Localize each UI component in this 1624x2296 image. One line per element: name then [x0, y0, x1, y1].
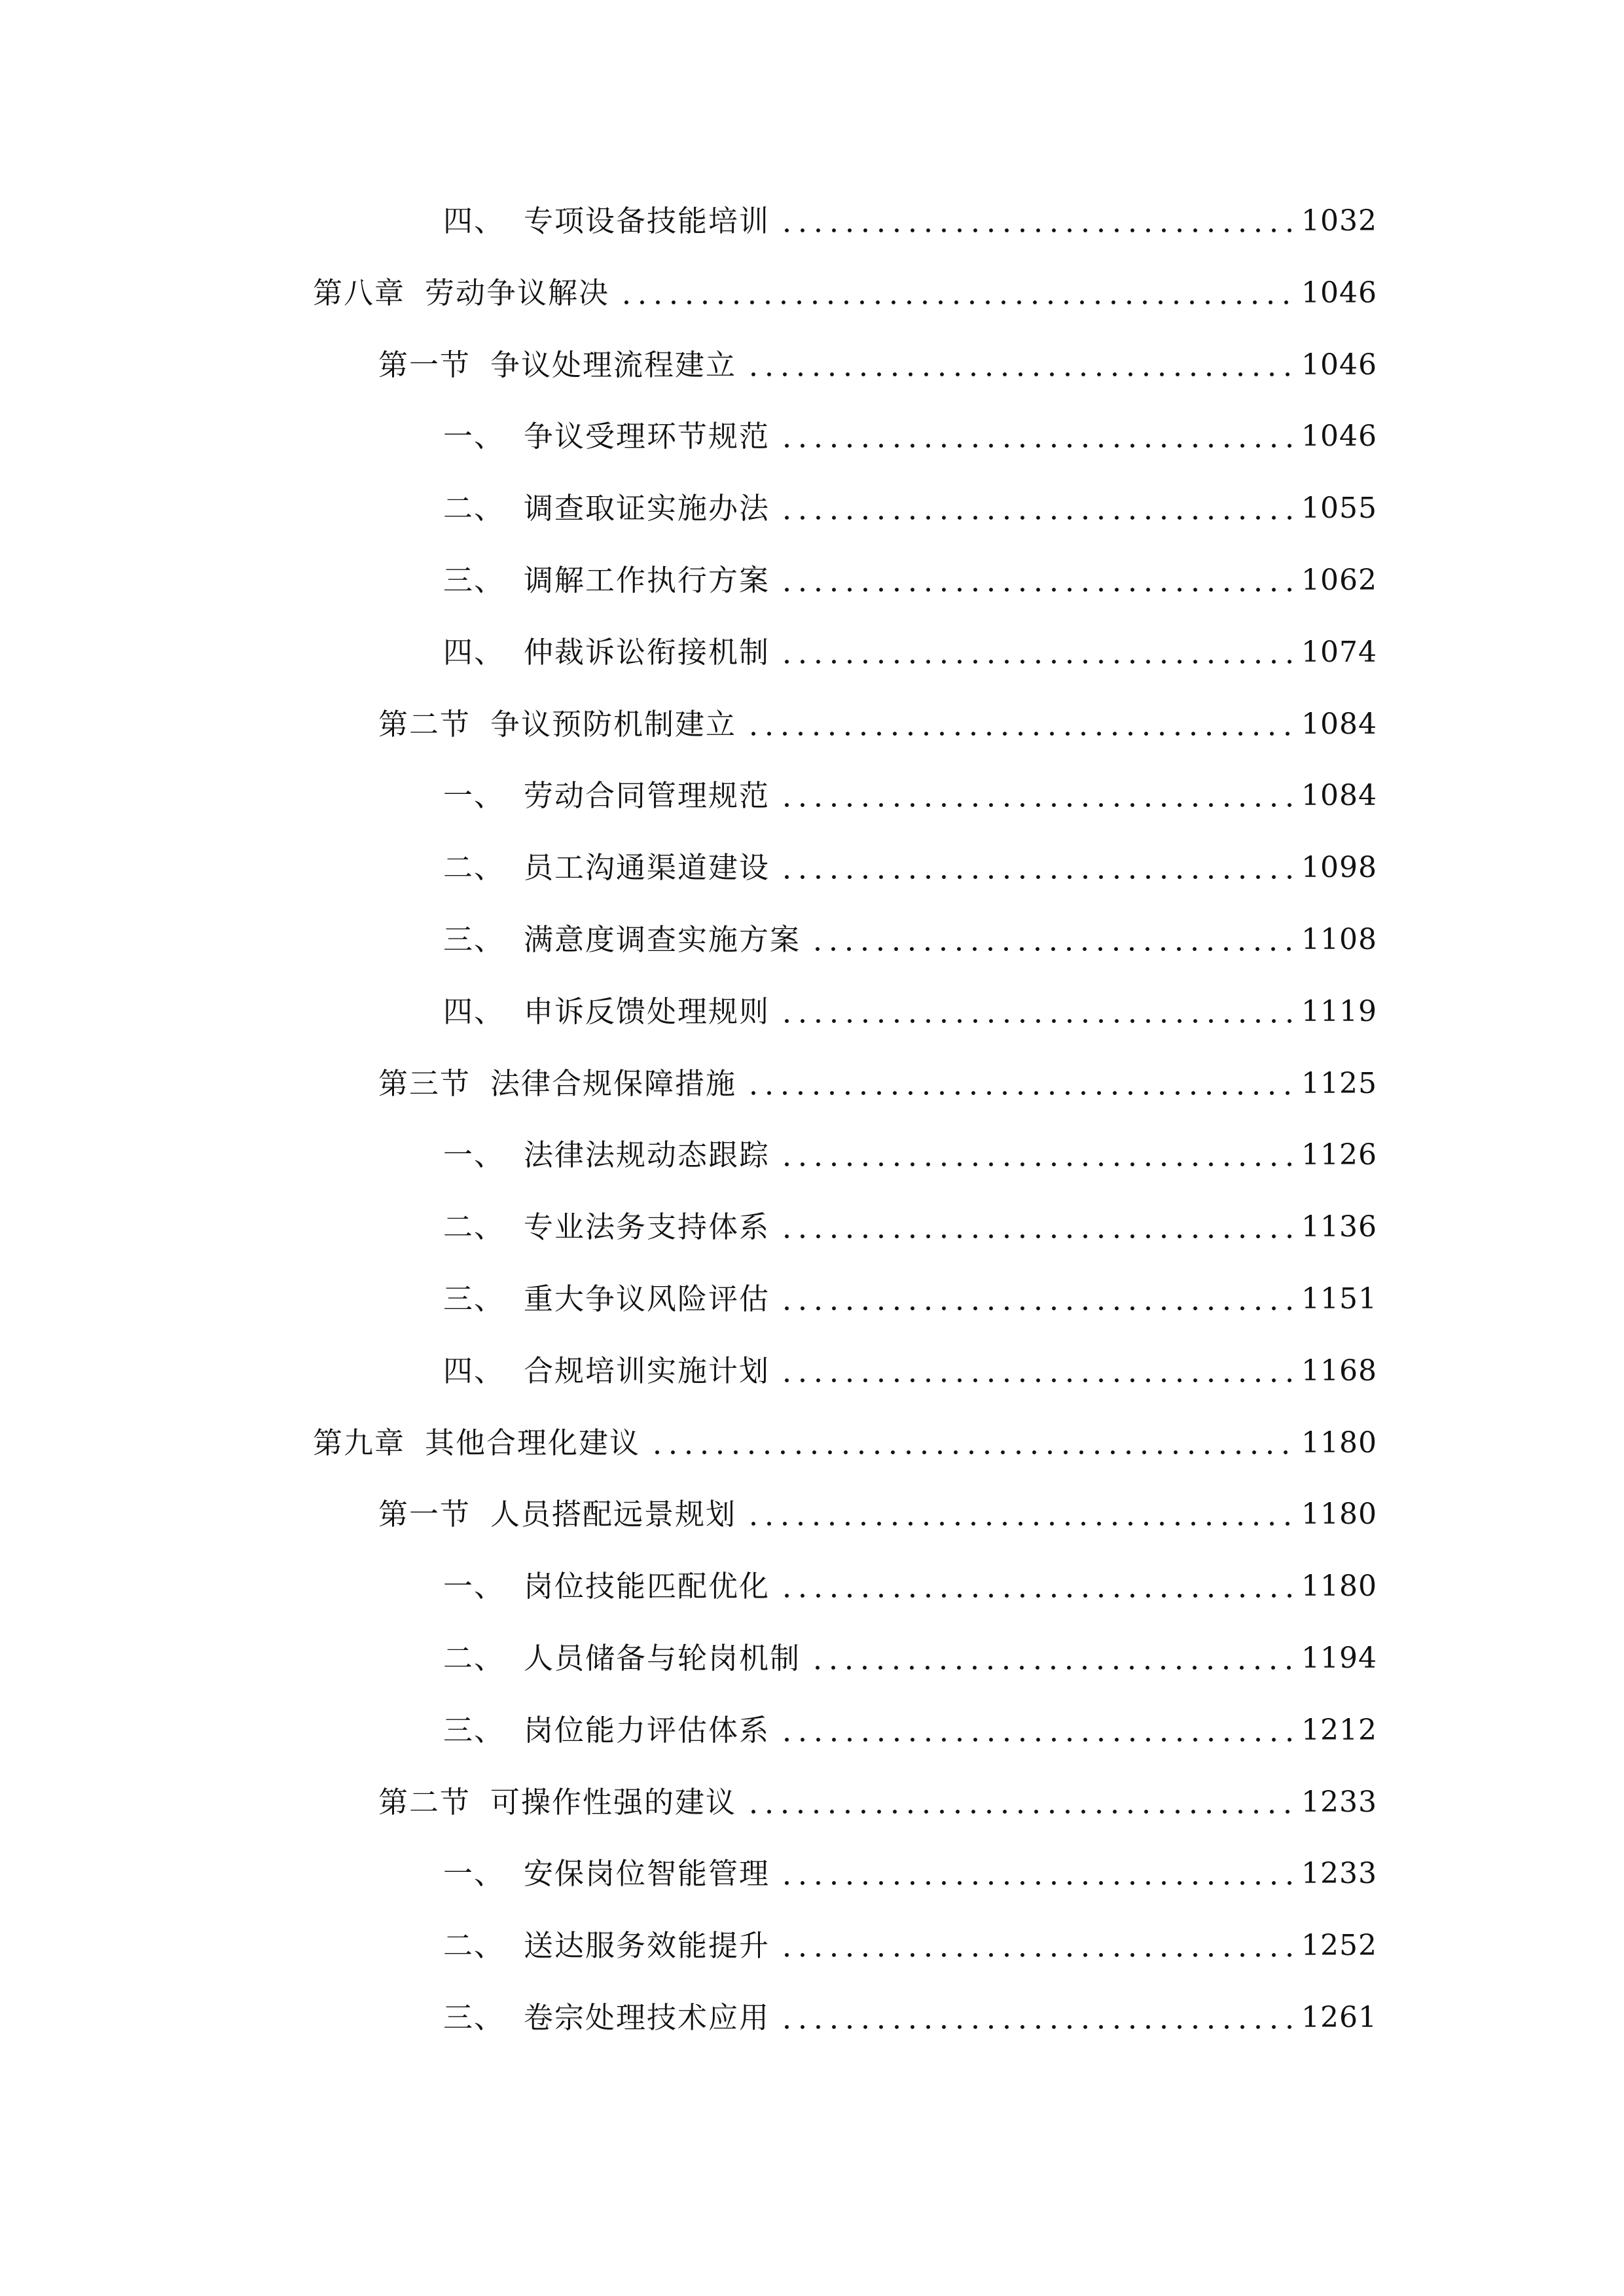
- toc-entry-item[interactable]: [443, 1263, 1377, 1335]
- toc-entry-number: 四、: [443, 1353, 505, 1388]
- toc-entry-title: 其他合理化建议: [425, 1425, 641, 1460]
- dot-leader: [779, 1136, 1295, 1175]
- toc-entry-item[interactable]: [443, 401, 1377, 473]
- toc-entry-page-number: 1126: [1301, 1138, 1377, 1172]
- dot-leader: [746, 1064, 1295, 1103]
- toc-entry-label: [443, 202, 770, 241]
- toc-entry-number: 一、: [443, 1569, 505, 1604]
- toc-entry-label: [378, 1495, 736, 1534]
- toc-entry-label: [378, 1064, 736, 1103]
- toc-entry-item[interactable]: [443, 617, 1377, 689]
- dot-leader: [779, 417, 1295, 456]
- toc-entry-item[interactable]: [443, 1982, 1377, 2054]
- toc-entry-item[interactable]: [443, 1838, 1377, 1910]
- toc-entry-label: [443, 1926, 770, 1965]
- toc-entry-page-number: 1119: [1301, 994, 1377, 1028]
- dot-leader: [746, 705, 1295, 744]
- dot-leader: [649, 1424, 1295, 1463]
- toc-entry-page-number: 1062: [1301, 564, 1377, 597]
- toc-entry-page-number: 1046: [1301, 348, 1377, 382]
- toc-entry-page-number: 1108: [1301, 923, 1377, 956]
- dot-leader: [779, 1926, 1295, 1965]
- dot-leader: [779, 1998, 1295, 2037]
- toc-entry-number: 二、: [443, 1928, 505, 1964]
- toc-entry-number: 三、: [443, 1712, 505, 1748]
- dot-leader: [779, 848, 1295, 888]
- toc-entry-item[interactable]: [443, 1119, 1377, 1191]
- toc-entry-label: [443, 417, 770, 456]
- toc-entry-number: 第一节: [378, 347, 471, 382]
- dot-leader: [779, 1352, 1295, 1391]
- toc-entry-label: [443, 489, 770, 528]
- toc-entry-number: 第八章: [313, 275, 406, 310]
- toc-entry-item[interactable]: [443, 760, 1377, 832]
- toc-entry-page-number: 1032: [1301, 204, 1377, 238]
- toc-entry-label: [443, 776, 770, 816]
- toc-entry-title: 合规培训实施计划: [524, 1353, 770, 1388]
- dot-leader: [619, 274, 1295, 313]
- toc-entry-label: [443, 1567, 770, 1606]
- toc-entry-label: [313, 1424, 640, 1463]
- toc-entry-item[interactable]: [443, 1695, 1377, 1767]
- toc-entry-label: [313, 274, 609, 313]
- dot-leader: [810, 1639, 1295, 1678]
- toc-entry-page-number: 1046: [1301, 420, 1377, 454]
- dot-leader: [746, 1495, 1295, 1534]
- toc-entry-title: 岗位能力评估体系: [524, 1712, 770, 1748]
- toc-entry-page-number: 1151: [1301, 1282, 1377, 1316]
- toc-entry-page-number: 1180: [1301, 1498, 1377, 1532]
- dot-leader: [746, 346, 1295, 385]
- toc-entry-number: 三、: [443, 2000, 505, 2035]
- toc-entry-label: [443, 1711, 770, 1750]
- toc-entry-section[interactable]: [378, 329, 1377, 401]
- toc-entry-page-number: 1261: [1301, 2001, 1377, 2034]
- toc-entry-page-number: 1180: [1301, 1570, 1377, 1604]
- toc-entry-number: 第三节: [378, 1066, 471, 1101]
- toc-entry-section[interactable]: [378, 689, 1377, 761]
- toc-entry-title: 调查取证实施办法: [524, 491, 770, 526]
- toc-entry-page-number: 1233: [1301, 1857, 1377, 1891]
- toc-entry-number: 四、: [443, 634, 505, 670]
- toc-entry-number: 二、: [443, 850, 505, 886]
- toc-entry-title: 卷宗处理技术应用: [524, 2000, 770, 2035]
- dot-leader: [779, 1280, 1295, 1319]
- dot-leader: [779, 1567, 1295, 1606]
- toc-entry-page-number: 1252: [1301, 1929, 1377, 1963]
- toc-entry-title: 可操作性强的建议: [490, 1784, 737, 1820]
- toc-entry-item[interactable]: [443, 473, 1377, 545]
- toc-entry-number: 一、: [443, 1138, 505, 1173]
- toc-entry-title: 法律法规动态跟踪: [524, 1138, 770, 1173]
- toc-entry-label: [443, 633, 770, 672]
- toc-entry-title: 安保岗位智能管理: [524, 1856, 770, 1892]
- toc-entry-title: 人员储备与轮岗机制: [524, 1641, 801, 1676]
- toc-entry-number: 三、: [443, 563, 505, 598]
- toc-entry-label: [443, 1854, 770, 1893]
- toc-entry-number: 一、: [443, 778, 505, 814]
- dot-leader: [746, 1783, 1295, 1822]
- toc-entry-page-number: 1055: [1301, 492, 1377, 526]
- toc-entry-label: [378, 1783, 736, 1822]
- toc-entry-title: 申诉反馈处理规则: [524, 994, 770, 1029]
- toc-entry-label: [443, 1639, 801, 1678]
- toc-entry-item[interactable]: [443, 1191, 1377, 1263]
- toc-entry-section[interactable]: [378, 1048, 1377, 1120]
- toc-entry-number: 一、: [443, 419, 505, 454]
- toc-entry-item[interactable]: [443, 1910, 1377, 1982]
- toc-entry-page-number: 1136: [1301, 1210, 1377, 1244]
- toc-entry-page-number: 1074: [1301, 635, 1377, 669]
- toc-entry-page-number: 1168: [1301, 1354, 1377, 1388]
- toc-entry-page-number: 1125: [1301, 1066, 1377, 1100]
- toc-entry-page-number: 1180: [1301, 1426, 1377, 1460]
- toc-entry-number: 四、: [443, 204, 505, 238]
- toc-entry-number: 二、: [443, 1641, 505, 1676]
- toc-entry-label: [443, 561, 770, 600]
- toc-entry-number: 第九章: [313, 1425, 406, 1460]
- toc-entry-title: 法律合规保障措施: [490, 1066, 737, 1101]
- toc-entry-label: [378, 346, 736, 385]
- dot-leader: [810, 920, 1295, 960]
- toc-entry-number: 三、: [443, 1282, 505, 1316]
- toc-entry-number: 一、: [443, 1856, 505, 1892]
- dot-leader: [779, 1854, 1295, 1893]
- toc-entry-title: 争议处理流程建立: [490, 347, 737, 382]
- toc-entry-number: 四、: [443, 994, 505, 1029]
- toc-entry-number: 第二节: [378, 1784, 471, 1820]
- toc-entry-number: 三、: [443, 922, 505, 957]
- toc-entry-number: 二、: [443, 1210, 505, 1245]
- dot-leader: [779, 633, 1295, 672]
- dot-leader: [779, 776, 1295, 816]
- toc-entry-title: 员工沟通渠道建设: [524, 850, 770, 886]
- dot-leader: [779, 561, 1295, 600]
- toc-entry-number: 第一节: [378, 1497, 471, 1532]
- toc-entry-page-number: 1098: [1301, 851, 1377, 885]
- dot-leader: [779, 489, 1295, 528]
- toc-entry-label: [443, 992, 770, 1031]
- dot-leader: [779, 202, 1295, 241]
- toc-entry-section[interactable]: [378, 1479, 1377, 1551]
- toc-entry-page-number: 1084: [1301, 779, 1377, 813]
- toc-entry-title: 岗位技能匹配优化: [524, 1569, 770, 1604]
- toc-entry-section[interactable]: [378, 1767, 1377, 1839]
- toc-entry-title: 调解工作执行方案: [524, 563, 770, 598]
- toc-entry-title: 满意度调查实施方案: [524, 922, 801, 957]
- dot-leader: [779, 1208, 1295, 1247]
- toc-entry-title: 仲裁诉讼衔接机制: [524, 634, 770, 670]
- toc-entry-label: [443, 1998, 770, 2037]
- toc-entry-title: 劳动合同管理规范: [524, 778, 770, 814]
- toc-entry-title: 送达服务效能提升: [524, 1928, 770, 1964]
- toc-entry-item[interactable]: [443, 1551, 1377, 1623]
- toc-entry-page-number: 1194: [1301, 1641, 1377, 1675]
- toc-entry-label: [443, 1352, 770, 1391]
- toc-entry-title: 争议受理环节规范: [524, 419, 770, 454]
- dot-leader: [779, 992, 1295, 1031]
- toc-entry-page-number: 1046: [1301, 276, 1377, 310]
- toc-entry-title: 争议预防机制建立: [490, 706, 737, 742]
- toc-entry-chapter[interactable]: [313, 1407, 1377, 1479]
- toc-entry-number: 二、: [443, 491, 505, 526]
- dot-leader: [779, 1711, 1295, 1750]
- toc-entry-item[interactable]: [443, 976, 1377, 1048]
- toc-entry-label: [443, 848, 770, 888]
- toc-entry-title: 专项设备技能培训: [524, 204, 770, 238]
- toc-entry-item[interactable]: [443, 545, 1377, 617]
- toc-entry-label: [443, 1208, 770, 1247]
- toc-entry-number: 第二节: [378, 706, 471, 742]
- toc-entry-page-number: 1233: [1301, 1785, 1377, 1819]
- toc-entry-item[interactable]: [443, 904, 1377, 976]
- toc-entry-item[interactable]: [443, 1335, 1377, 1407]
- toc-entry-item[interactable]: [443, 185, 1377, 257]
- toc-entry-title: 人员搭配远景规划: [490, 1497, 737, 1532]
- toc-entry-label: [443, 1136, 770, 1175]
- toc-entry-label: [443, 1280, 770, 1319]
- toc-entry-page-number: 1084: [1301, 707, 1377, 741]
- toc-entry-item[interactable]: [443, 832, 1377, 904]
- toc-entry-chapter[interactable]: [313, 257, 1377, 329]
- toc-entry-label: [443, 920, 801, 960]
- toc-entry-page-number: 1212: [1301, 1713, 1377, 1747]
- toc-entry-title: 重大争议风险评估: [524, 1282, 770, 1316]
- toc-entry-item[interactable]: [443, 1623, 1377, 1695]
- toc-entry-title: 劳动争议解决: [425, 275, 610, 310]
- toc-entry-title: 专业法务支持体系: [524, 1210, 770, 1245]
- toc-entry-label: [378, 705, 736, 744]
